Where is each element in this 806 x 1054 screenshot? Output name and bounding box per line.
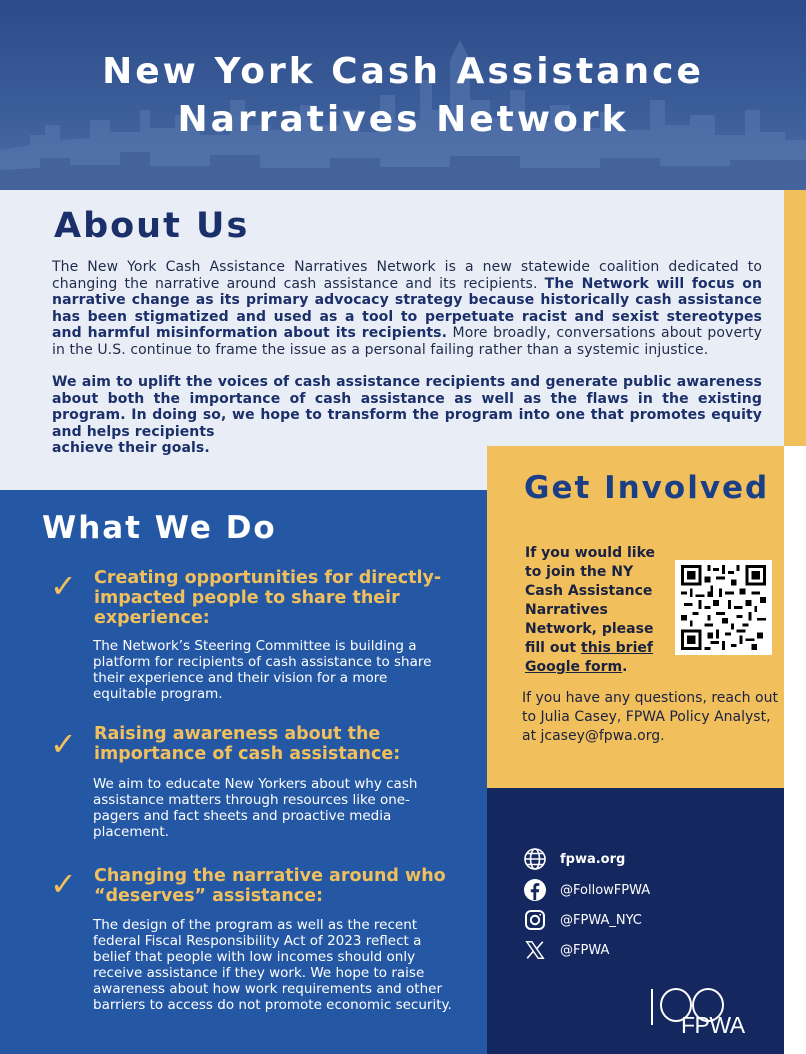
checkmark-icon: ✓ <box>50 725 77 763</box>
qr-code-icon <box>680 565 767 650</box>
social-item-website[interactable] <box>522 847 625 871</box>
item-title: Raising awareness about the importance of cash assistance: <box>94 724 401 764</box>
header-banner <box>0 0 806 190</box>
what-we-do-heading: What We Do <box>42 510 277 546</box>
get-involved-text-end: . <box>622 659 628 675</box>
x-icon <box>522 938 548 962</box>
title-line-2: Narratives Network <box>177 99 629 140</box>
about-p2-text-end: achieve their goals. <box>52 440 210 456</box>
item-body: The design of the program as well as the recent federal Fiscal Responsibility Act of 2023 reflect a belief that people with low incomes should only receive assistance if they work. We hope to raise awareness about how work requirements and other barriers to access do not promote economic security. <box>93 917 452 1013</box>
about-paragraph-1 <box>52 259 762 358</box>
get-involved-text <box>525 544 675 677</box>
social-label: fpwa.org <box>560 851 626 867</box>
checkmark-icon: ✓ <box>50 567 77 605</box>
about-p1-text-end: More broadly, conversations about poverty in the U.S. continue to frame the issue as a personal failing rather than a systemic injustice. <box>52 325 762 358</box>
fpwa-100-logo <box>646 985 761 1037</box>
about-heading: About Us <box>54 206 250 246</box>
svg-text:FPWA: FPWA <box>681 1012 745 1037</box>
about-paragraph-2 <box>52 374 762 457</box>
qr-code[interactable] <box>675 560 772 655</box>
facebook-icon <box>522 878 548 902</box>
get-involved-text-start: If you would like to join the NY Cash Assistance Narratives Network, please fill out <box>525 545 655 656</box>
social-item-facebook[interactable] <box>522 878 650 902</box>
questions-text: If you have any questions, reach out to Julia Casey, FPWA Policy Analyst, at jcasey@fpwa.org. <box>522 690 778 744</box>
about-p1-bold: The Network will focus on narrative change as its primary advocacy strategy because historically cash assistance has been stigmatized and used as a tool to perpetuate racist and sexist stereotypes and harmful misinformation about its recipients. <box>52 275 763 341</box>
social-label: @FPWA_NYC <box>560 912 642 928</box>
social-label: @FollowFPWA <box>560 882 651 898</box>
about-p2-text: We aim to uplift the voices of cash assistance recipients and generate public awareness about both the importance of cash assistance as well as the flaws in the existing program. In doing so, we hope to transform the program into one that promotes equity and helps recipients <box>52 374 762 440</box>
title-line-1: New York Cash Assistance <box>102 51 704 92</box>
google-form-link[interactable]: this brief Google form <box>525 640 653 675</box>
social-label: @FPWA <box>560 942 610 958</box>
instagram-icon <box>522 908 548 932</box>
item-title: Creating opportunities for directly-impacted people to share their experience: <box>94 568 442 628</box>
item-body: We aim to educate New Yorkers about why cash assistance matters through resources like one-pagers and fact sheets and proactive media placement. <box>93 776 418 840</box>
social-item-x[interactable] <box>522 938 609 962</box>
get-involved-heading: Get Involved <box>524 470 770 506</box>
globe-icon <box>522 847 548 871</box>
social-item-instagram[interactable] <box>522 908 642 932</box>
gold-accent-strip <box>784 190 806 446</box>
about-p1-text: The New York Cash Assistance Narratives Network is a new statewide coalition dedicated to changing the narrative around cash assistance and its recipients. <box>52 259 762 292</box>
checkmark-icon: ✓ <box>50 865 77 903</box>
page-title <box>0 48 806 144</box>
item-body: The Network’s Steering Committee is building a platform for recipients of cash assistance to share their experience and their vision for a more equitable program. <box>93 638 432 702</box>
item-title: Changing the narrative around who “deserves” assistance: <box>94 866 446 906</box>
